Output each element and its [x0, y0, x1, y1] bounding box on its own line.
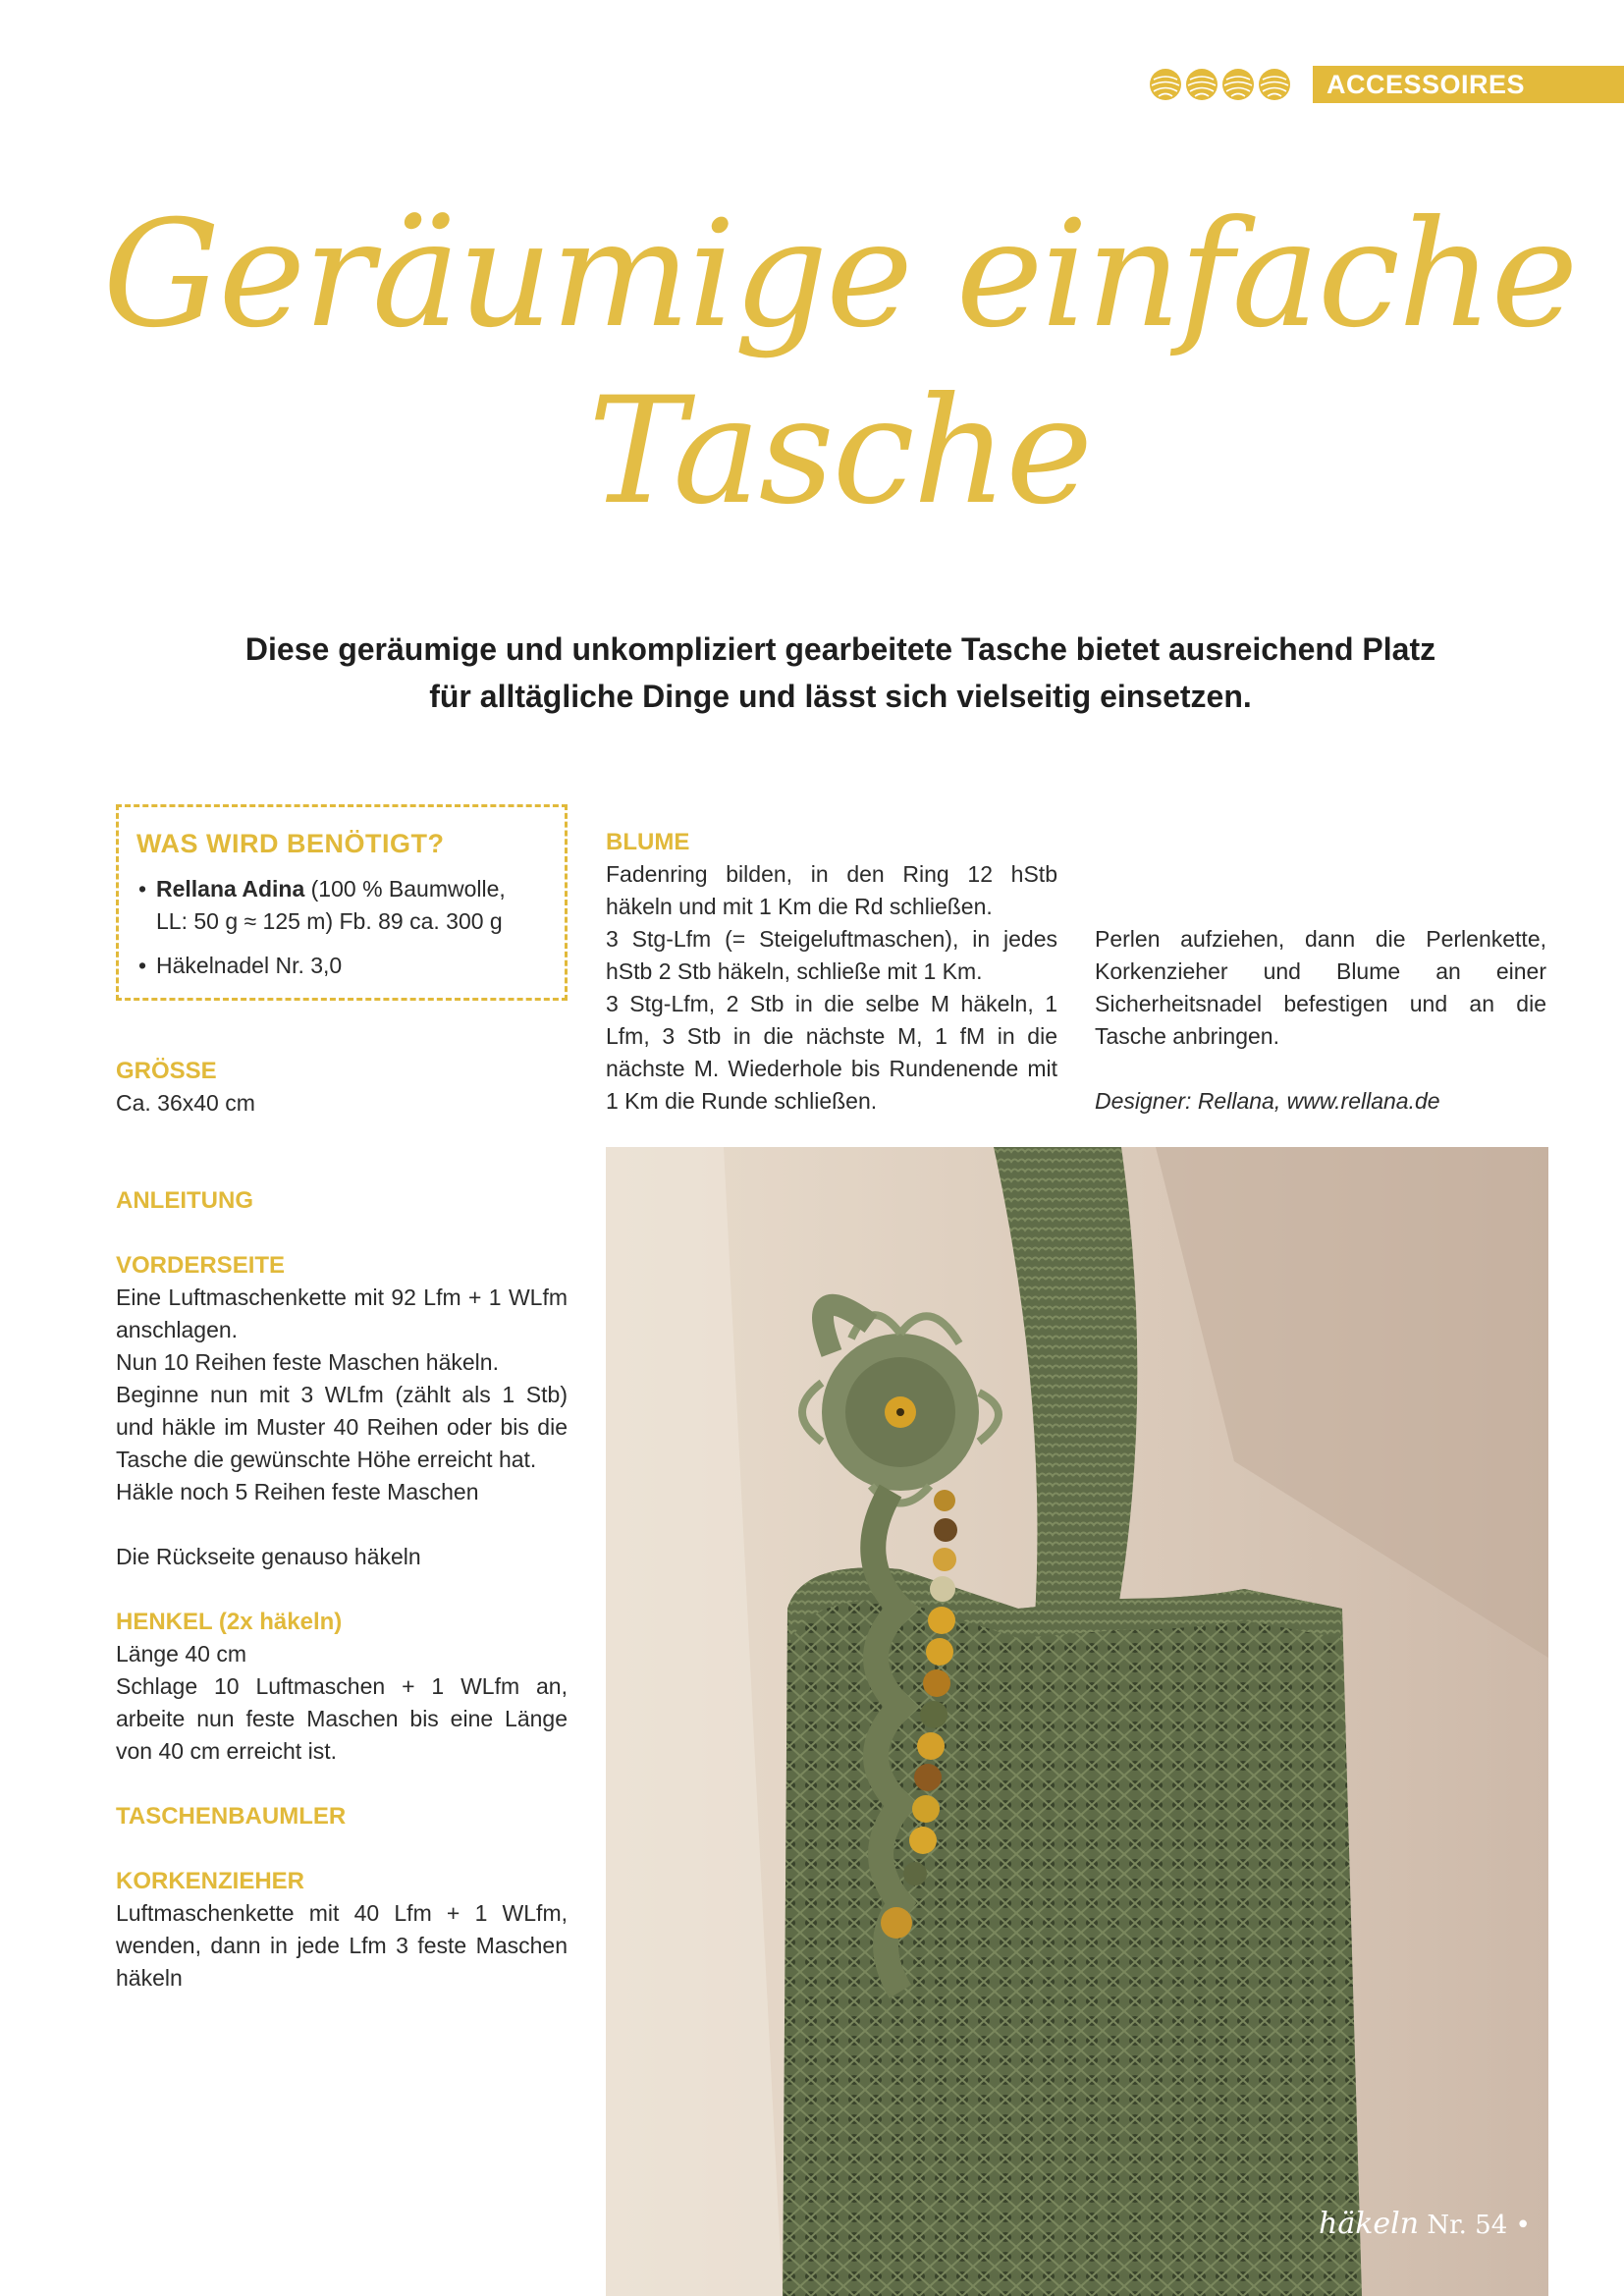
flower-line: Fadenring bilden, in den Ring 12 hStb häkeln und mit 1 Km die Rd schließen. — [606, 861, 1057, 919]
lead-text — [137, 626, 1543, 720]
yarn-ball-icon — [1221, 68, 1255, 101]
corkscrew-line: Luftmaschenkette mit 40 Lfm + 1 WLfm, wenden, dann in jede Lfm 3 feste Maschen häkeln — [116, 1900, 568, 1991]
materials-list — [136, 873, 547, 982]
lead-line-1: Diese geräumige und unkompliziert gearbeitete Tasche bietet ausreichend Platz — [244, 631, 1436, 667]
footer-separator: • — [1515, 2211, 1531, 2240]
issue-number: Nr. 54 — [1427, 2211, 1508, 2240]
size-text: Ca. 36x40 cm — [116, 1090, 255, 1116]
page-number: 45 — [1548, 2209, 1580, 2239]
yarn-ball-icon — [1258, 68, 1291, 101]
front-heading: VORDERSEITE — [116, 1252, 286, 1279]
crochet-bag-photo — [606, 1147, 1548, 2296]
finish-block — [1095, 923, 1546, 1118]
title-line-2: Tasche — [587, 366, 1092, 537]
yarn-ball-icon — [1149, 68, 1182, 101]
front-line: Nun 10 Reihen feste Maschen häkeln. — [116, 1349, 499, 1375]
materials-item-hook: • Häkelnadel Nr. 3,0 — [136, 950, 547, 982]
front-line: Eine Luftmaschenkette mit 92 Lfm + 1 WLfm anschlagen. — [116, 1285, 568, 1342]
materials-heading: WAS WIRD BENÖTIGT? — [136, 829, 445, 858]
finish-text: Perlen aufziehen, dann die Perlenkette, Korkenzieher und Blume an einer Sicherheitsnadel befestigen und an die Tasche anbringen. — [1095, 926, 1546, 1049]
section-label: ACCESSOIRES — [1313, 66, 1624, 103]
bag-illustration — [606, 1147, 1548, 2296]
yarn-details-2: LL: 50 g ≈ 125 m) Fb. 89 ca. 300 g — [156, 908, 503, 934]
handle-heading: HENKEL (2x häkeln) — [116, 1609, 343, 1635]
handle-line: Schlage 10 Luftmaschen + 1 WLfm an, arbeite nun feste Maschen bis eine Länge von 40 cm erreicht ist. — [116, 1673, 568, 1764]
yarn-ball-icon — [1185, 68, 1218, 101]
column-left — [116, 1055, 568, 1995]
title-line-1: Geräumige einfache — [102, 190, 1577, 360]
flower-line: 3 Stg-Lfm (= Steigeluftmaschen), in jedes hStb 2 Stb häkeln, schließe mit 1 Km. — [606, 926, 1057, 984]
yarn-name: Rellana Adina — [156, 876, 305, 902]
front-line: Beginne nun mit 3 WLfm (zählt als 1 Stb) und häkle im Muster 40 Reihen oder bis die Tasche die gewünschte Höhe erreicht hat. — [116, 1382, 568, 1472]
front-line: Häkle noch 5 Reihen feste Maschen — [116, 1479, 479, 1504]
flower-heading: BLUME — [606, 829, 690, 855]
designer-credit: Designer: Rellana, www.rellana.de — [1095, 1088, 1440, 1114]
lead-line-2: für alltägliche Dinge und lässt sich vielseitig einsetzen. — [429, 679, 1252, 714]
difficulty-rating — [1149, 68, 1291, 101]
column-middle — [606, 826, 1057, 988]
materials-item-yarn — [136, 873, 547, 938]
instructions-heading: ANLEITUNG — [116, 1187, 253, 1214]
size-heading: GRÖSSE — [116, 1058, 217, 1084]
magazine-name: häkeln — [1319, 2207, 1420, 2241]
charm-heading: TASCHENBAUMLER — [116, 1803, 347, 1830]
flower-line-3: 3 Stg-Lfm, 2 Stb in die selbe M häkeln, 1 Lfm, 3 Stb in die nächste M, 1 fM in die nächste M. Wiederhole bis Rundenende mit 1 Km die Runde schließen. — [606, 991, 1057, 1114]
yarn-details-1: (100 % Baumwolle, — [304, 876, 506, 902]
corkscrew-heading: KORKENZIEHER — [116, 1868, 305, 1894]
back-note: Die Rückseite genauso häkeln — [116, 1544, 421, 1569]
materials-box — [116, 804, 568, 1001]
page-footer — [1319, 2207, 1579, 2241]
page-title — [0, 187, 1624, 540]
handle-line: Länge 40 cm — [116, 1641, 246, 1667]
flower-line — [606, 988, 1057, 1118]
